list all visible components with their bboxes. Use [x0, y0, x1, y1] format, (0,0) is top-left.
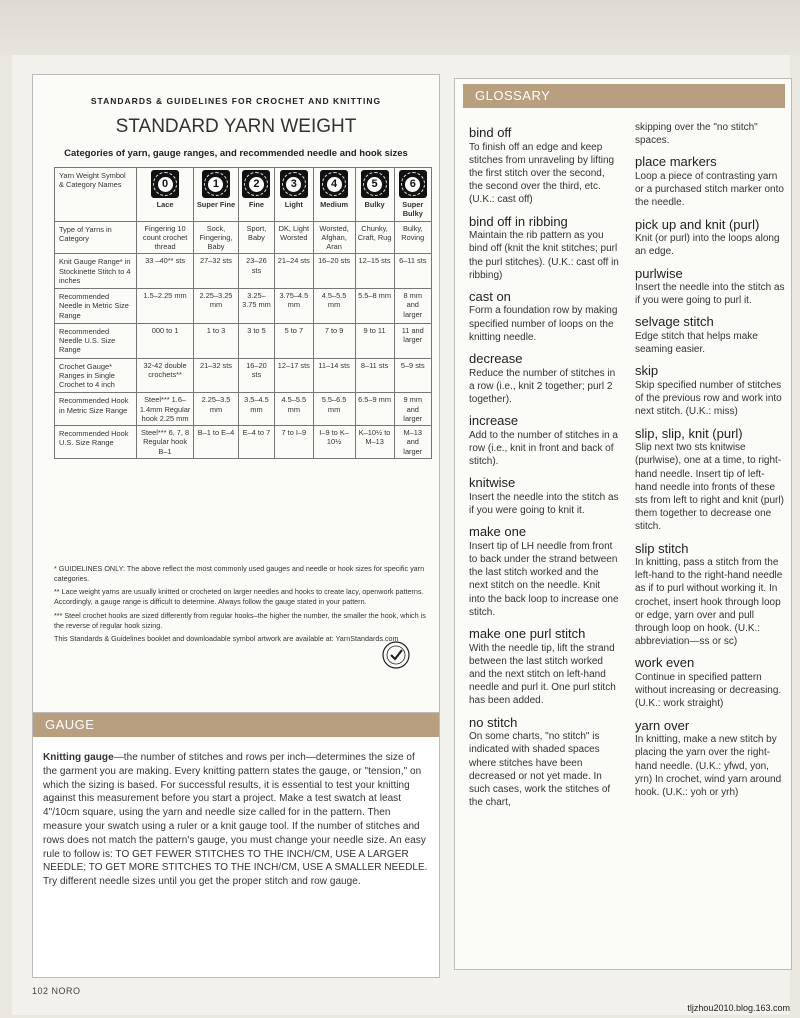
glossary-definition: With the needle tip, lift the strand between the last stitch worked and the next stitch on left-hand needle and purl it. One purl stitch has been added. — [469, 642, 616, 707]
table-cell: 3.5–4.5 mm — [238, 393, 274, 426]
table-cell: 6–11 sts — [394, 254, 431, 289]
page-footer: 102 NORO — [32, 986, 81, 996]
table-row — [55, 254, 432, 289]
yarn-symbol-icon — [202, 170, 230, 198]
category-cell — [238, 168, 274, 222]
row-label: Recommended Needle U.S. Size Range — [55, 323, 137, 358]
table-cell: 5.5–6.5 mm — [313, 393, 355, 426]
standards-panel — [32, 74, 440, 714]
table-cell: 12–17 sts — [275, 358, 313, 393]
glossary-definition: Slip next two sts knitwise (purlwise), one at a time, to right-hand needle. Insert tip of left-hand needle into fronts of these sts from left to right and knit (purl) them together to decrease one stitch. — [635, 442, 784, 533]
table-cell: Fingering 10 count crochet thread — [137, 221, 194, 254]
table-cell: 12–15 sts — [355, 254, 394, 289]
table-cell: 2.25–3.25 mm — [194, 289, 239, 324]
table-row — [55, 393, 432, 426]
table-row — [55, 323, 432, 358]
footnote: This Standards & Guidelines booklet and downloadable symbol artwork are available at: YarnStandards.com — [54, 634, 399, 644]
table-cell: 23–26 sts — [238, 254, 274, 289]
category-cell — [275, 168, 313, 222]
gauge-panel — [32, 712, 440, 978]
yarn-symbol-icon — [242, 170, 270, 198]
table-cell: 4.5–5.5 mm — [313, 289, 355, 324]
table-cell: 5 to 7 — [275, 323, 313, 358]
category-cell — [313, 168, 355, 222]
yarn-symbol-icon — [361, 170, 389, 198]
yarn-weight-number: 4 — [327, 177, 342, 192]
table-cell: 32-42 double crochets** — [137, 358, 194, 393]
category-cell — [137, 168, 194, 222]
table-row — [55, 289, 432, 324]
table-cell: Steel*** 1.6–1.4mm Regular hook 2.25 mm — [137, 393, 194, 426]
table-cell: 3.75–4.5 mm — [275, 289, 313, 324]
table-cell: 3 to 5 — [238, 323, 274, 358]
categories-heading: Categories of yarn, gauge ranges, and recommended needle and hook sizes — [64, 148, 408, 159]
table-row — [55, 221, 432, 254]
watermark: tljzhou2010.blog.163.com — [687, 1003, 790, 1013]
category-cell — [194, 168, 239, 222]
scan-edge — [0, 0, 800, 55]
category-name: Lace — [156, 200, 174, 209]
category-name: Fine — [248, 200, 265, 209]
table-cell: 33 –40** sts — [137, 254, 194, 289]
row-label: Crochet Gauge* Ranges in Single Crochet to 4 inch — [55, 358, 137, 393]
category-name: Super Fine — [196, 200, 236, 209]
glossary-term: skip — [635, 363, 659, 379]
row-label: Recommended Hook in Metric Size Range — [55, 393, 137, 426]
category-cell — [355, 168, 394, 222]
row-label: Recommended Hook U.S. Size Range — [55, 426, 137, 459]
glossary-term: selvage stitch — [635, 314, 714, 330]
table-cell: 11–14 sts — [313, 358, 355, 393]
glossary-term: work even — [635, 655, 695, 671]
table-cell: DK, Light Worsted — [275, 221, 313, 254]
table-cell: 8–11 sts — [355, 358, 394, 393]
yarn-weight-number: 6 — [405, 177, 420, 192]
glossary-term: slip stitch — [635, 540, 689, 556]
glossary-definition: Insert tip of LH needle from front to back under the strand between the last stitch worked and the next stitch on the needle. Knit into the back loop to increase one stitch. — [469, 540, 619, 618]
glossary-term: cast on — [469, 288, 511, 304]
glossary-column-1 — [469, 121, 619, 816]
row-label: Type of Yarns in Category — [55, 221, 137, 254]
yarn-weight-number: 5 — [367, 177, 382, 192]
glossary-definition: Add to the number of stitches in a row (i.e., knit in front and back of stitch). — [469, 429, 618, 468]
glossary-term: decrease — [469, 351, 523, 367]
glossary-term: no stitch — [469, 714, 518, 730]
table-cell: 1 to 3 — [194, 323, 239, 358]
table-cell: 11 and larger — [394, 323, 431, 358]
footnote: * GUIDELINES ONLY: The above reflect the most commonly used gauges and needle or hook sizes for specific yarn categories. — [54, 564, 425, 583]
yarn-weight-number: 3 — [286, 177, 301, 192]
yarn-weight-number: 0 — [158, 177, 173, 192]
glossary-definition: Skip specified number of stitches of the previous row and work into next stitch. (U.K.: miss) — [635, 380, 782, 418]
yarn-weight-number: 1 — [208, 177, 223, 192]
glossary-definition: In knitting, make a new stitch by placing the yarn over the right-hand needle. (U.K.: yfwd, yon, yrn) In crochet, wind yarn around hook. (U.K.: yoh or yrh) — [635, 734, 782, 798]
table-cell: 9 mm and larger — [394, 393, 431, 426]
table-cell: Chunky, Craft, Rug — [355, 221, 394, 254]
glossary-definition: Insert the needle into the stitch as if you were going to knit it. — [469, 491, 619, 517]
glossary-definition: Loop a piece of contrasting yarn or a purchased stitch marker onto the needle. — [635, 170, 784, 209]
category-name: Medium — [320, 200, 349, 209]
glossary-header: GLOSSARY — [463, 84, 785, 108]
glossary-definition: On some charts, "no stitch" is indicated with shaded spaces where stitches have been decreased or not yet made. In such cases, work the stitches of the chart, — [469, 731, 611, 809]
table-cell: 21–32 sts — [194, 358, 239, 393]
table-cell: 5.5–8 mm — [355, 289, 394, 324]
footnote: *** Steel crochet hooks are sized differently from regular hooks–the higher the number, the smaller the hook, which is the reverse of regular hook sizing. — [54, 610, 426, 630]
glossary-term: increase — [469, 413, 519, 429]
yarn-weight-title: STANDARD YARN WEIGHT — [115, 116, 357, 137]
table-cell: Bulky, Roving — [394, 221, 431, 254]
gauge-text — [33, 737, 439, 889]
table-cell: 7 to 9 — [313, 323, 355, 358]
table-cell: 000 to 1 — [137, 323, 194, 358]
table-cell: 8 mm and larger — [394, 289, 431, 324]
category-cell — [394, 168, 431, 222]
table-cell: 21–24 sts — [275, 254, 313, 289]
table-cell: 1.5–2.25 mm — [137, 289, 194, 324]
table-cell: 6.5–9 mm — [355, 393, 394, 426]
glossary-column-2 — [635, 121, 785, 806]
glossary-term: purlwise — [635, 265, 683, 281]
yarn-symbol-icon — [399, 170, 427, 198]
yarn-standards-logo-icon — [381, 640, 411, 670]
table-cell: 2.25–3.5 mm — [194, 393, 239, 426]
glossary-term: bind off — [469, 125, 512, 140]
table-cell: Worsted, Afghan, Aran — [313, 221, 355, 254]
yarn-weight-number: 2 — [249, 177, 264, 192]
yarn-symbol-icon — [280, 170, 308, 198]
yarn-symbol-icon — [151, 170, 179, 198]
table-cell: I–9 to K–10½ — [313, 426, 355, 459]
table-cell: 27–32 sts — [194, 254, 239, 289]
glossary-definition: Insert the needle into the stitch as if you were going to purl it. — [635, 282, 785, 307]
category-name: Light — [284, 200, 303, 209]
glossary-continuation: skipping over the "no stitch" spaces. — [635, 122, 758, 147]
table-cell: E–4 to 7 — [238, 426, 274, 459]
glossary-term: place markers — [635, 154, 717, 170]
table-cell: 9 to 11 — [355, 323, 394, 358]
table-cell: 16–20 sts — [238, 358, 274, 393]
glossary-term: knitwise — [469, 475, 516, 491]
glossary-term: slip, slip, knit (purl) — [635, 425, 743, 441]
glossary-definition: To finish off an edge and keep stitches from unraveling by lifting the first stitch over the second, the second over the third, etc. (U.K.: cast off) — [469, 141, 615, 206]
table-cell: M–13 and larger — [394, 426, 431, 459]
glossary-term: make one purl stitch — [469, 626, 586, 642]
gauge-term: Knitting gauge — [43, 752, 114, 763]
glossary-definition: Knit (or purl) into the loops along an edge. — [635, 233, 780, 258]
glossary-term: bind off in ribbing — [469, 213, 568, 229]
glossary-definition: Form a foundation row by making specified number of loops on the knitting needle. — [469, 305, 618, 343]
table-cell: 5–9 sts — [394, 358, 431, 393]
table-cell: 4.5–5.5 mm — [275, 393, 313, 426]
table-cell: K–10½ to M–13 — [355, 426, 394, 459]
gauge-header: GAUGE — [33, 713, 439, 737]
glossary-definition: Reduce the number of stitches in a row (i.e., knit 2 together; purl 2 together). — [469, 367, 616, 405]
table-cell: Steel*** 6, 7, 8 Regular hook B–1 — [137, 426, 194, 459]
row-label: Knit Gauge Range* in Stockinette Stitch to 4 inches — [55, 254, 137, 289]
table-cell: Sport, Baby — [238, 221, 274, 254]
yarn-symbol-icon — [320, 170, 348, 198]
table-cell: 3.25–3.75 mm — [238, 289, 274, 324]
glossary-definition: Maintain the rib pattern as you bind off (knit the knit stitches; purl the purl stitches). (U.K.: cast off in ribbing) — [469, 230, 619, 281]
glossary-definition: Continue in specified pattern without increasing or decreasing. (U.K.: work straight) — [635, 672, 782, 710]
glossary-term: make one — [469, 524, 527, 540]
footnote: ** Lace weight yarns are usually knitted or crocheted on larger needles and hooks to create lacy, openwork patterns. Accordingly, a gauge range is difficult to determine. Always follow the gauge stated in your pattern. — [54, 587, 424, 607]
yarn-weight-table — [54, 167, 432, 459]
glossary-panel — [454, 78, 792, 970]
table-row — [55, 426, 432, 459]
footnotes — [54, 564, 432, 648]
table-row — [55, 358, 432, 393]
category-name: Bulky — [364, 200, 385, 209]
category-name: Super Bulky — [402, 200, 424, 219]
row-label: Recommended Needle in Metric Size Range — [55, 289, 137, 324]
table-row — [55, 168, 432, 222]
row-label: Yarn Weight Symbol & Category Names — [55, 168, 137, 222]
standards-heading: STANDARDS & GUIDELINES FOR CROCHET AND KNITTING — [90, 96, 382, 106]
table-cell: B–1 to E–4 — [194, 426, 239, 459]
glossary-term: pick up and knit (purl) — [635, 216, 760, 232]
table-cell: 16–20 sts — [313, 254, 355, 289]
glossary-definition: In knitting, pass a stitch from the left-hand to the right-hand needle as if to purl without working it. In crochet, insert hook through loop or edge, yarn over and pull through loop on hook. (U.K.: abbreviation—ss or sc) — [635, 557, 783, 648]
table-cell: 7 to I–9 — [275, 426, 313, 459]
gauge-body: —the number of stitches and rows per inch—determines the size of the garment you are making. Every knitting pattern states the gauge, or "tension," on which the sizing is based. For successful results, it is essential to test your knitting against this measurement before you start a project. Make a test swatch at least 4"/10cm square, using the yarn and needle size called for in the pattern. Then measure your swatch using a ruler or a knit gauge tool. If the number of stitches and rows does not match the pattern's gauge, you must change your needle size. An easy rule to follow is: TO GET FEWER STITCHES TO THE INCH/CM, USE A LARGER NEEDLE; TO GET MORE STITCHES TO THE INCH/CM, USE A SMALLER NEEDLE. Try different needle sizes until you get the proper stitch and row gauge. — [43, 752, 428, 888]
glossary-term: yarn over — [635, 717, 690, 733]
glossary-definition: Edge stitch that helps make seaming easier. — [635, 331, 758, 356]
table-cell: Sock, Fingering, Baby — [194, 221, 239, 254]
